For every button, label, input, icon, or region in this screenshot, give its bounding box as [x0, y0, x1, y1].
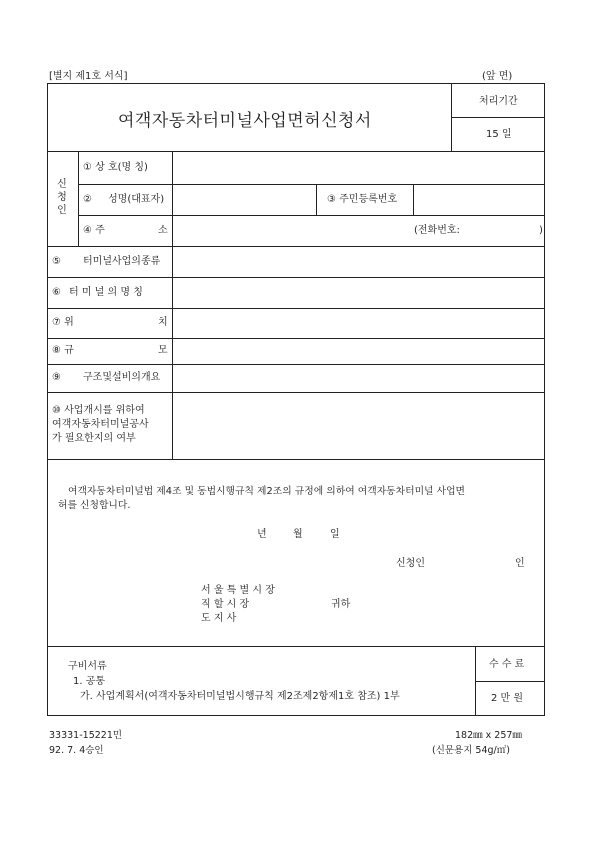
- representative-field[interactable]: [174, 186, 315, 214]
- address-label-end: 소: [158, 225, 168, 236]
- row-line: [48, 364, 544, 365]
- applicant-char: 청: [57, 192, 67, 203]
- scale-label: ⑧ 규: [52, 345, 74, 356]
- recipient-city-mayor: 직 할 시 장: [201, 599, 250, 610]
- fee-value: 2 만 원: [491, 693, 524, 704]
- applicant-signature-label: 신청인: [396, 558, 425, 569]
- location-label-end: 치: [158, 317, 168, 328]
- structure-num: ⑨: [52, 372, 61, 383]
- date-day-label: 일: [330, 529, 340, 540]
- cell-divider: [413, 184, 414, 215]
- label-divider: [172, 152, 173, 459]
- terminal-name-field[interactable]: [174, 279, 543, 307]
- required-docs-common: 1. 공통: [73, 676, 106, 687]
- structure-label: 구조및설비의개요: [83, 372, 161, 383]
- business-name-label: ① 상 호(명 칭): [83, 162, 148, 173]
- required-docs-business-plan: 가. 사업계획서(여객자동차터미널법시행규칙 제2조제2항제1호 참조) 1부: [80, 691, 400, 702]
- phone-close: ): [539, 225, 543, 236]
- page-side-label: (앞 면): [482, 71, 513, 82]
- applicant-char: 인: [57, 205, 67, 216]
- row-line: [48, 151, 544, 152]
- fee-split: [475, 681, 544, 682]
- statement-line-2: 허를 신청합니다.: [58, 500, 131, 511]
- recipient-governor: 도 지 사: [201, 613, 237, 624]
- structure-field[interactable]: [174, 366, 543, 391]
- processing-period-value: 15 일: [486, 129, 512, 140]
- processing-split: [451, 117, 544, 118]
- terminal-kind-label: 터미널사업의종류: [83, 256, 161, 267]
- applicant-char: 신: [57, 179, 67, 190]
- applicant-signature-field[interactable]: [430, 553, 510, 571]
- row-line: [48, 338, 544, 339]
- construction-need-line3: 가 필요한지의 여부: [52, 433, 136, 444]
- resident-number-field[interactable]: [415, 186, 543, 214]
- row-line: [48, 646, 544, 647]
- representative-label: 성명(대표자): [108, 194, 165, 205]
- date-year-label: 년: [257, 529, 267, 540]
- form-title: 여객자동차터미널사업면허신청서: [118, 111, 372, 131]
- phone-label: (전화번호:: [414, 225, 460, 236]
- terminal-name-label: 터 미 널 의 명 칭: [69, 287, 143, 298]
- required-docs-title: 구비서류: [68, 661, 107, 672]
- representative-num: ②: [83, 194, 92, 205]
- construction-need-line2: 여객자동차터미널공사: [52, 419, 149, 430]
- row-line: [78, 215, 544, 216]
- terminal-kind-field[interactable]: [174, 248, 543, 276]
- paper-type: (신문용지 54g/㎡): [432, 745, 510, 756]
- location-label: ⑦ 위: [52, 317, 74, 328]
- address-label: ④ 주: [83, 225, 105, 236]
- form-number: [별지 제1호 서식]: [49, 71, 128, 82]
- terminal-kind-num: ⑤: [52, 256, 61, 267]
- resident-number-label: ③ 주민등록번호: [327, 194, 398, 205]
- phone-field[interactable]: [468, 217, 536, 245]
- address-field[interactable]: [174, 217, 410, 245]
- form-code: 33331-15221민: [49, 730, 123, 741]
- row-line: [48, 308, 544, 309]
- row-line: [48, 459, 544, 460]
- terminal-name-num: ⑥: [52, 287, 61, 298]
- construction-need-field[interactable]: [174, 394, 543, 458]
- row-line: [78, 184, 544, 185]
- processing-period-label: 처리기간: [479, 96, 518, 107]
- seal-label: 인: [515, 558, 525, 569]
- cell-divider: [316, 184, 317, 215]
- scale-field[interactable]: [174, 340, 543, 363]
- applicant-group-label: [51, 178, 73, 217]
- applicant-divider: [78, 152, 79, 246]
- construction-need-line1: ⑩ 사업개시를 위하여: [52, 405, 145, 416]
- location-field[interactable]: [174, 310, 543, 337]
- statement-line-1: 여객자동차터미널법 제4조 및 동법시행규칙 제2조의 규정에 의하여 여객자동차터미널 사업면: [68, 486, 466, 497]
- paper-size: 182㎜ x 257㎜: [455, 730, 522, 741]
- fee-label: 수 수 료: [489, 659, 525, 670]
- business-name-field[interactable]: [174, 153, 543, 183]
- recipient-seoul-mayor: 서 울 특 별 시 장: [201, 585, 275, 596]
- honorific: 귀하: [331, 599, 351, 610]
- row-line: [48, 277, 544, 278]
- row-line: [48, 392, 544, 393]
- scale-label-end: 모: [158, 345, 168, 356]
- row-line: [48, 246, 544, 247]
- date-month-label: 월: [293, 529, 303, 540]
- approval-date: 92. 7. 4승인: [49, 745, 104, 756]
